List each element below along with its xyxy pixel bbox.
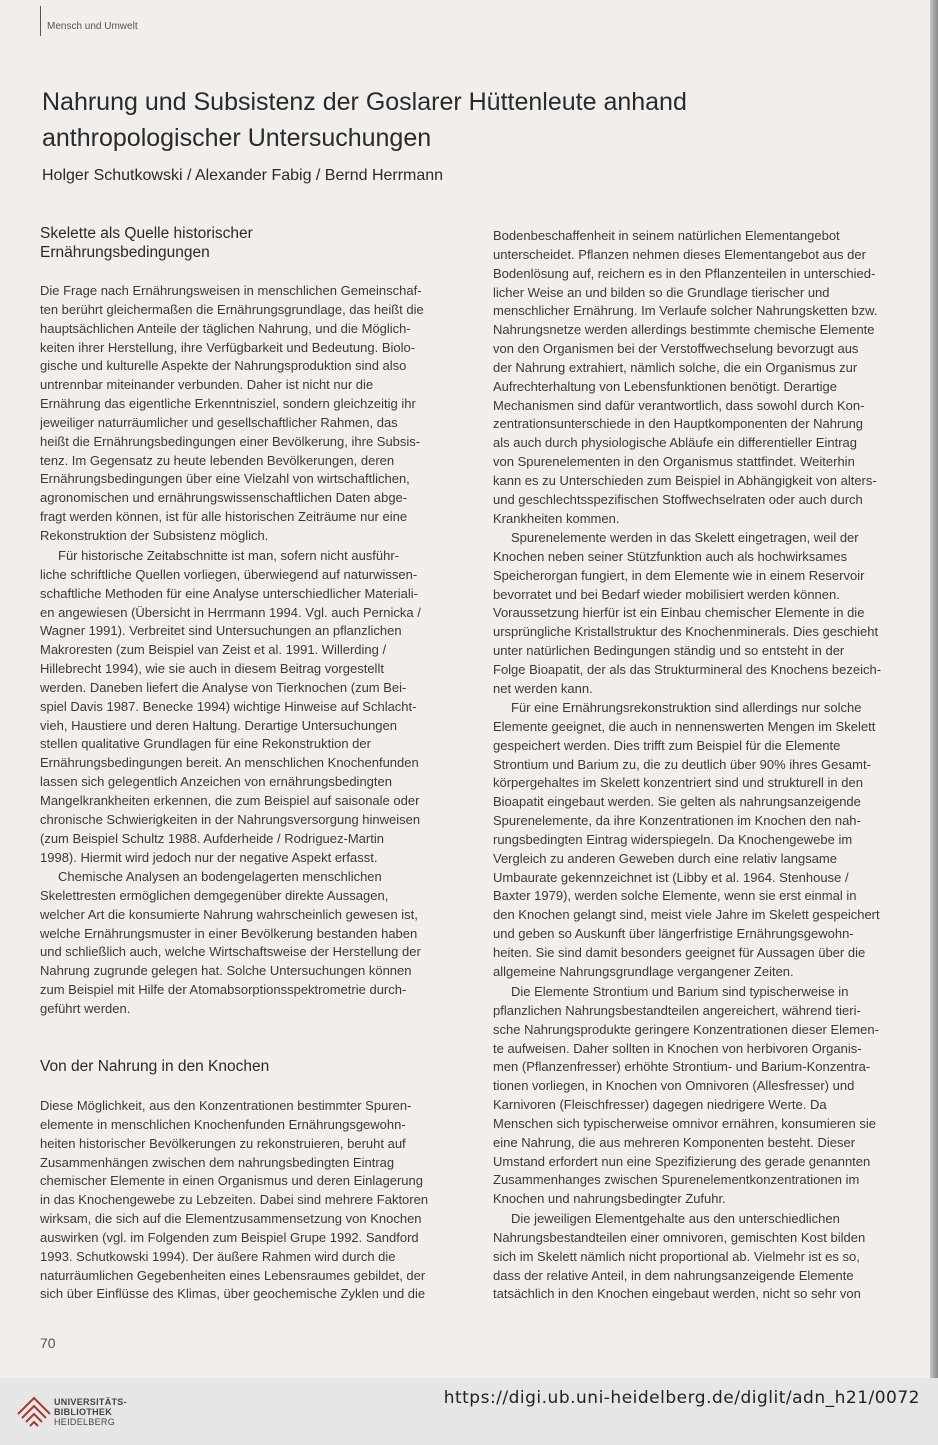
paragraph: Die Frage nach Ernährungsweisen in menschlichen Gemeinschaf- ten berührt gleichermaßen die Ernährungsgrundlage, das heißt die hauptsächlichen Anteile der täglichen Nahrung, und die Möglich- keiten ihrer Herstellung, ihre Verfügbarkeit und Bedeutung. Biolo- gische und kulturelle Aspekte der Nahrungsproduktion sind also untrennbar miteinander verbunden. Daher ist nicht nur die Ernährung das eigentliche Erkenntnisziel, sondern gleichzeitig ihr jeweiliger naturräumlicher und gesellschaftlicher Rahmen, das heißt die Ernährungsbedingungen einer Bevölkerung, ihre Subsis- tenz. Im Gegensatz zu heute lebenden Bevölkerungen, deren Ernährungsbedingungen über eine Vielzahl von wirtschaftlichen, agronomischen und ernährungswissenschaftlichen Daten abge- fragt werden können, ist für alle historischen Zeiträume nur eine Rekonstruktion der Subsistenz möglich. [40,283,424,543]
paragraph: Die Elemente Strontium und Barium sind typischerweise in pflanzlichen Nahrungsbestandteilen angereichert, während tieri- sche Nahrungsprodukte geringere Konzentrationen dieser Elemen- te aufweisen. Daher sollten in Knochen von herbivoren Organis- men (Pflanzenfresser) erhöhte Strontium- und Barium-Konzentra- tionen vorliegen, in Knochen von Omnivoren (Allesfresser) und Karnivoren (Fleischfresser) dagegen niedrigere Werte. Da Menschen sich typischerweise omnivor ernähren, konsumieren sie eine Nahrung, die aus mehreren Komponenten besteht. Dieser Umstand erfordert nun eine Spezifizierung des gerade genannten Zusammenhanges zwischen Spurenelementkonzentrationen im Knochen und nahrungsbedingter Zufuhr. [493,984,879,1207]
library-name-line1: UNIVERSITÄTS- [54,1397,127,1407]
article-authors: Holger Schutkowski / Alexander Fabig / Bernd Herrmann [42,167,444,184]
library-name-line2: BIBLIOTHEK [54,1407,112,1417]
section-heading-nahrung: Von der Nahrung in den Knochen [40,1058,270,1075]
book-spine-edge [930,0,938,1378]
running-head [40,6,138,36]
viewer-footer [0,1378,938,1445]
paragraph: Chemische Analysen an bodengelagerten menschlichen Skelettresten ermöglichen demgegenüber direkte Aussagen, welcher Art die konsumierte Nahrung wahrscheinlich gewesen ist, welche Ernährungsmuster in einer Bevölkerung bestanden haben und schließlich auch, welche Wirtschaftsweise der Herstellung der Nahrung zugrunde gelegen hat. Solche Untersuchungen können zum Beispiel mit Hilfe der Atomabsorptionsspektrometrie durch- geführt werden. [40,869,421,1016]
paragraph: Bodenbeschaffenheit in seinem natürlichen Elementangebot unterscheidet. Pflanzen nehmen dieses Elementangebot aus der Bodenlösung auf, reichern es in den Pflanzenteilen in unterschied- licher Weise an und bilden so die Grundlage tierischer und menschlicher Ernährung. Im Verlaufe solcher Nahrungsketten bzw. Nahrungsnetze werden allerdings bestimmte chemische Elemente von den Organismen bei der Verstoffwechselung bevorzugt aus der Nahrung extrahiert, nämlich solche, die ein Organismus zur Aufrechterhaltung von Lebensfunktionen benötigt. Derartige Mechanismen sind dafür verantwortlich, dass sowohl durch Kon- zentrationsunterschiede in den Hauptkomponenten der Nahrung als auch durch physiologische Abläufe ein differentieller Eintrag von Spurenelementen in den Organismus stattfindet. Weiterhin kann es zu Unterschieden zum Beispiel in Abhängigkeit von alters- und geschlechtsspezifischen Stoffwechselraten oder auch durch Krankheiten kommen. [493,228,878,526]
library-name-line3: HEIDELBERG [54,1417,116,1427]
paragraph: Spurenelemente werden in das Skelett eingetragen, weil der Knochen neben seiner Stützfunktion auch als hochwirksames Speicherorgan fungiert, in dem Elemente wie in einem Reservoir bevorratet und bei Bedarf wieder mobilisiert werden können. Voraussetzung hierfür ist ein Einbau chemischer Elemente in die ursprüngliche Kristallstruktur des Knochenminerals. Dies geschieht unter natürlichen Bedingungen ständig und so entsteht in der Folge Bioapatit, der als das Strukturmineral des Knochens bezeich- net werden kann. [493,530,882,696]
article-title: Nahrung und Subsistenz der Goslarer Hüttenleute anhand anthropologischer Untersuchungen [42,88,687,152]
page-number: 70 [40,1335,56,1351]
paragraph: Die jeweiligen Elementgehalte aus den unterschiedlichen Nahrungsbestandteilen einer omnivoren, gemischten Kost bilden sich im Skelett nämlich nicht proportional ab. Vielmehr ist es so, dass der relative Anteil, in dem nahrungsanzeigende Elemente tatsächlich in den Knochen eingebaut werden, nicht so sehr von [493,1211,866,1302]
paragraph: Diese Möglichkeit, aus den Konzentrationen bestimmter Spuren- elemente in menschlichen Knochenfunden Ernährungsgewohn- heiten historischer Bevölkerungen zu rekonstruieren, beruht auf Zusammenhängen zwischen dem nahrungsbedingten Eintrag chemischer Elemente in einen Organismus und deren Einlagerung in das Knochengewebe zu Lebzeiten. Dabei sind mehrere Faktoren wirksam, die sich auf die Elementzusammensetzung von Knochen auswirken (vgl. im Folgenden zum Beispiel Grupe 1992. Sandford 1993. Schutkowski 1994). Der äußere Rahmen wird durch die naturräumlichen Gegebenheiten eines Lebensraumes gebildet, der sich über Einflüsse des Klimas, über geochemische Zyklen und die [40,1098,429,1302]
page-url-link[interactable]: https://digi.ub.uni-heidelberg.de/diglit/adn_h21/0072 [443,1388,920,1408]
library-name [54,1397,127,1427]
running-head-text: Mensch und Umwelt [47,21,138,32]
library-logo-icon [14,1388,54,1436]
paragraph: Für historische Zeitabschnitte ist man, sofern nicht ausführ- liche schriftliche Quellen vorliegen, überwiegend auf naturwissen- schaftliche Methoden für eine Analyse unterschiedlicher Materiali- en angewiesen (Übersicht in Herrmann 1994. Vgl. auch Pernicka / Wagner 1991). Verbreitet sind Untersuchungen an pflanzlichen Makroresten (zum Beispiel van Zeist et al. 1991. Willerding / Hillebrecht 1994), wie sie auch in diesem Beitrag vorgestellt werden. Daneben liefert die Analyse von Tierknochen (zum Bei- spiel Davis 1987. Benecke 1994) wichtige Hinweise auf Schlacht- vieh, Haustiere und deren Haltung. Derartige Untersuchungen stellen qualitative Grundlagen für eine Rekonstruktion der Ernährungsbedingungen bereit. An menschlichen Knochenfunden lassen sich gelegentlich Anzeichen von ernährungsbedingten Mangelkrankheiten erkennen, die zum Beispiel auf saisonale oder chronische Schwierigkeiten in der Nahrungsversorgung hinweisen (zum Beispiel Schultz 1988. Aufderheide / Rodriguez-Martin 1998). Hiermit wird jedoch nur der negative Aspekt erfasst. [40,548,421,865]
section-heading-skelette: Skelette als Quelle historischer Ernährungsbedingungen [40,225,253,261]
paragraph: Für eine Ernährungsrekonstruktion sind allerdings nur solche Elemente geeignet, die auch in nennenswerten Mengen im Skelett gespeichert werden. Dies trifft zum Beispiel für die Elemente Strontium und Barium zu, die zu deutlich über 90% ihres Gesamt- körpergehaltes im Skelett konzentriert sind und strukturell in den Bioapatit eingebaut werden. Sie gelten als nahrungsanzeigende Spurenelemente, da ihre Konzentrationen im Knochen den nah- rungsbedingten Eintrag widerspiegeln. Da Knochengewebe im Vergleich zu anderen Geweben durch eine relativ langsame Umbaurate gekennzeichnet ist (Libby et al. 1964. Stenhouse / Baxter 1979), werden solche Elemente, wenn sie erst einmal in den Knochen gelangt sind, meist viele Jahre im Skelett gespeichert und geben so Auskunft über längerfristige Ernährungsgewohn- heiten. Sie sind damit besonders geeignet für Aussagen über die allgemeine Nahrungsgrundlage vergangener Zeiten. [493,700,880,979]
